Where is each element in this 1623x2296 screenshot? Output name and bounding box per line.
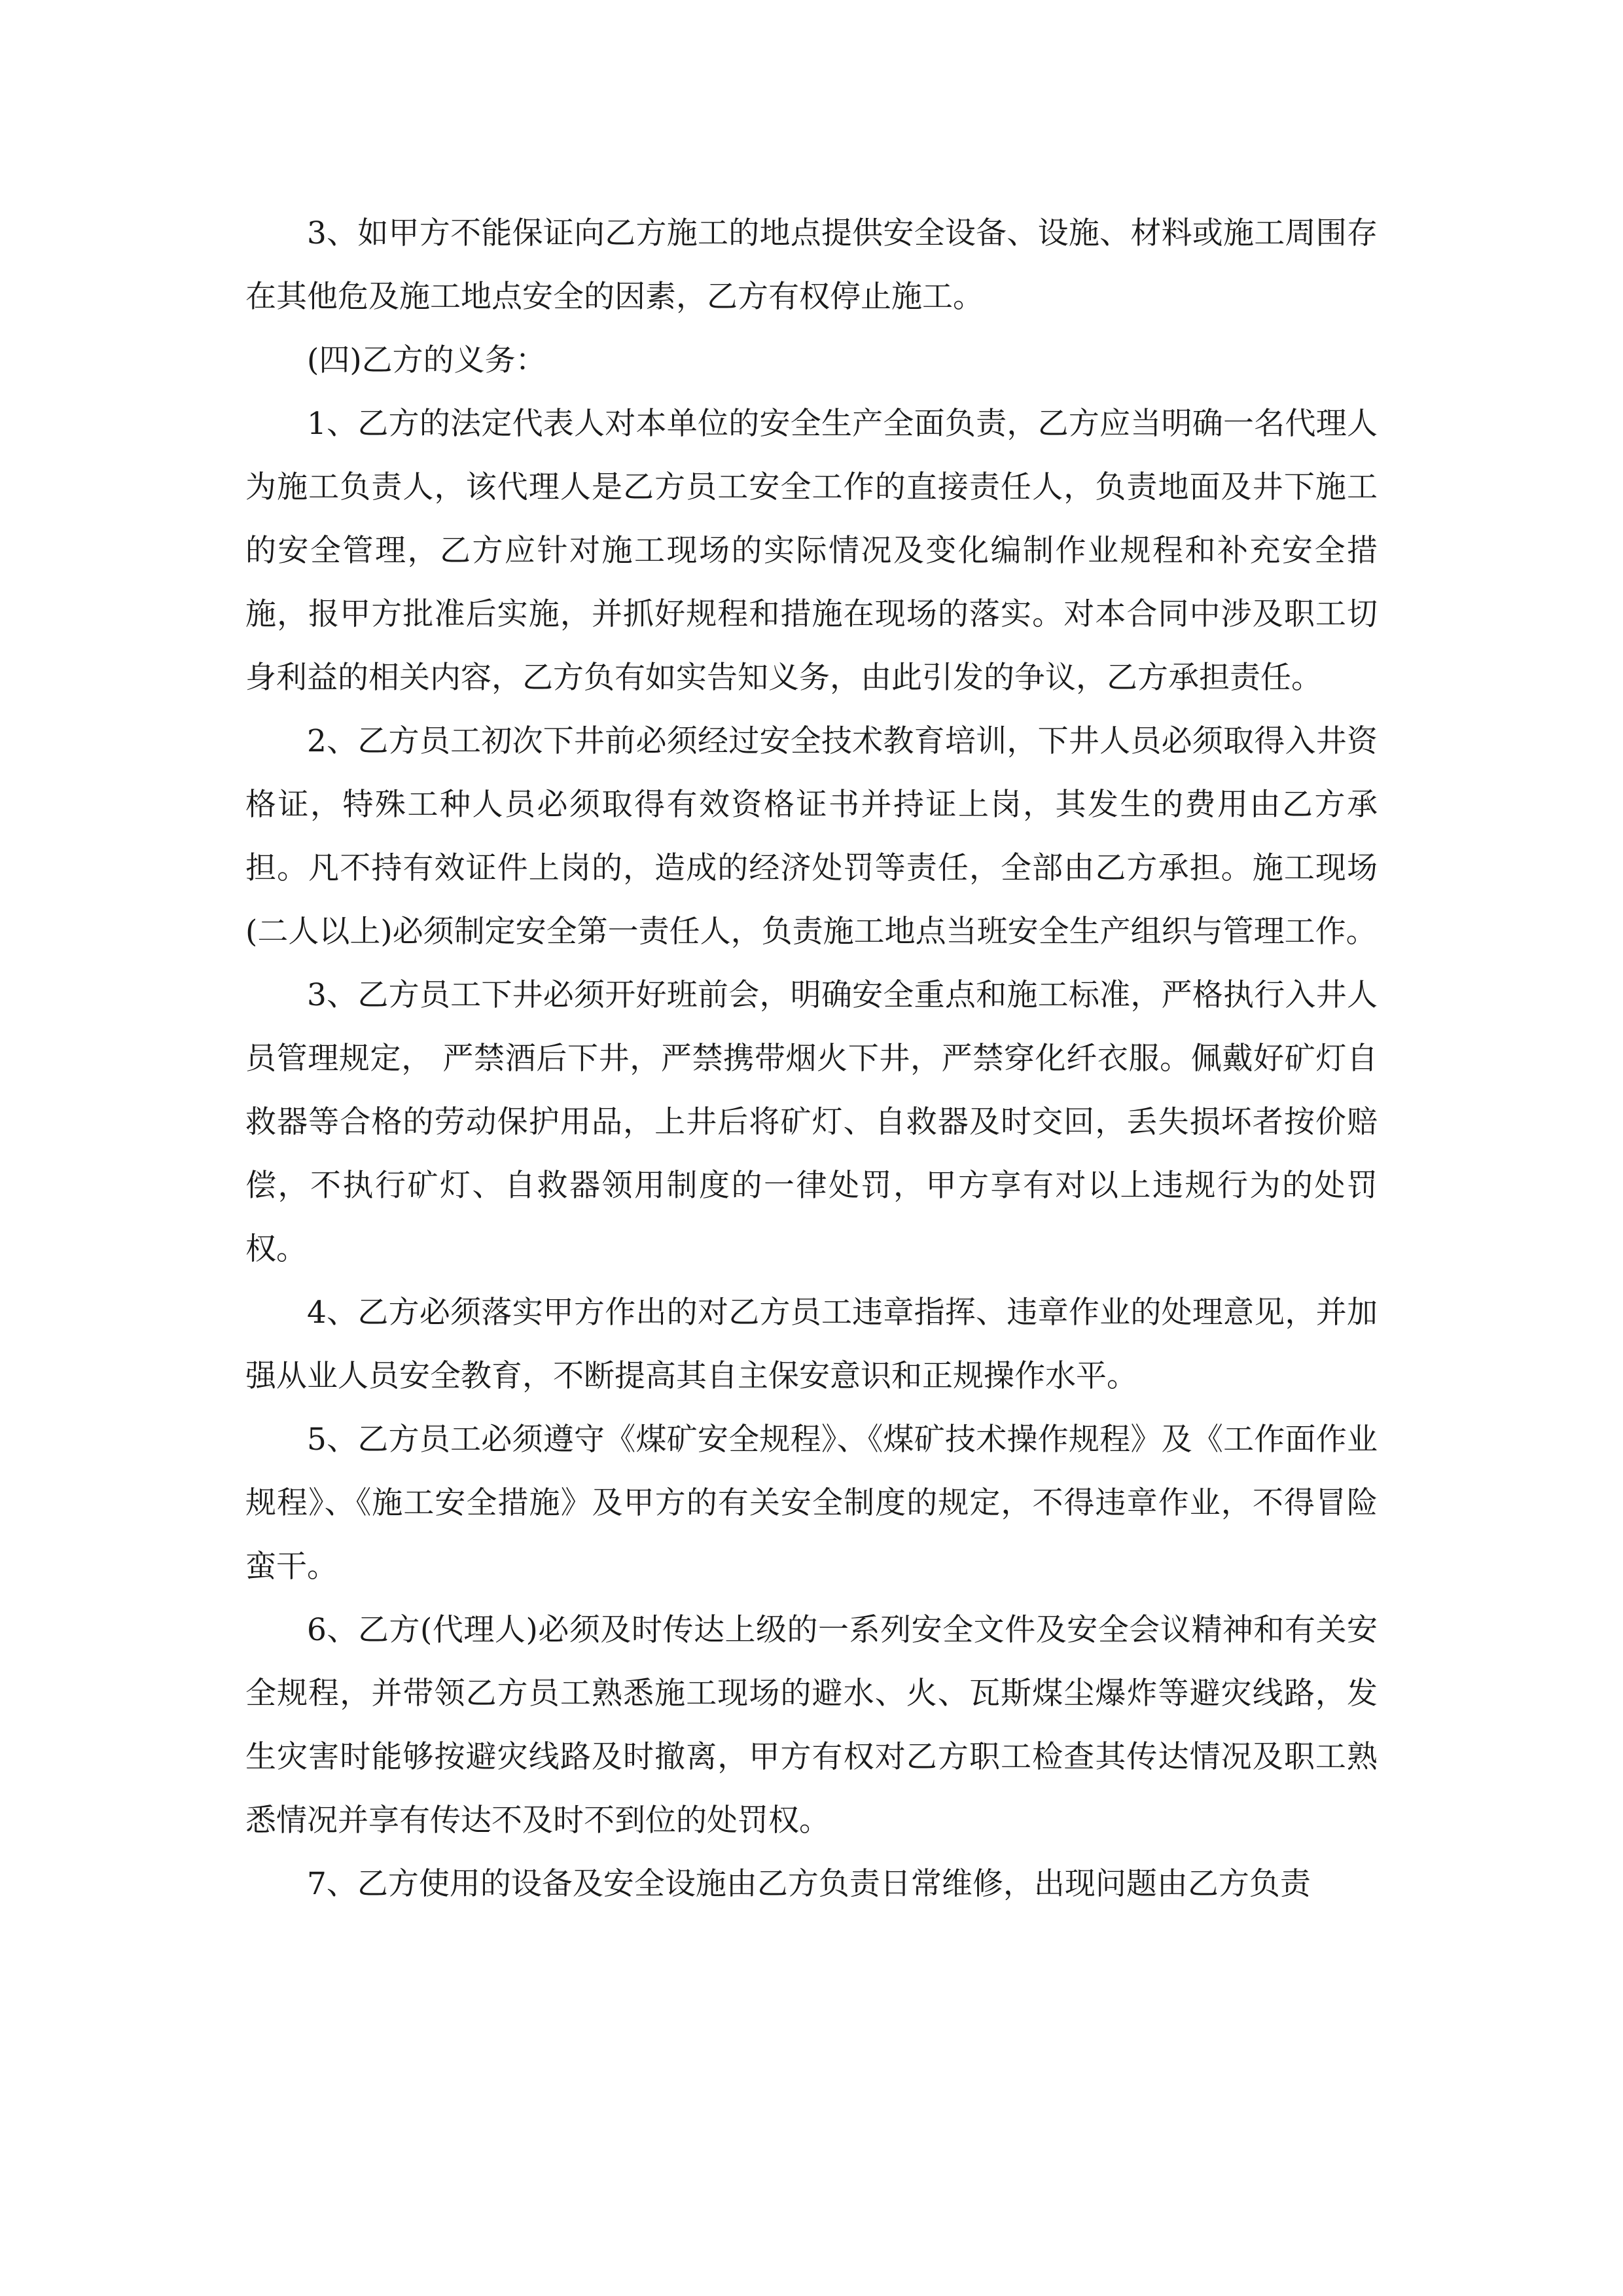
paragraph-obligation-4: 4、乙方必须落实甲方作出的对乙方员工违章指挥、违章作业的处理意见，并加强从业人员安全教育，不断提高其自主保安意识和正规操作水平。 [245,1295,1378,1394]
paragraph-obligation-6: 6、乙方(代理人)必须及时传达上级的一系列安全文件及安全会议精神和有关安全规程，并带领乙方员工熟悉施工现场的避水、火、瓦斯煤尘爆炸等避灾线路，发生灾害时能够按避灾线路及时撤离，甲方有权对乙方职工检查其传达情况及职工熟悉情况并享有传达不及时不到位的处罚权。 [245,1612,1378,1839]
paragraph-obligation-3: 3、乙方员工下井必须开好班前会，明确安全重点和施工标准，严格执行入井人员管理规定， 严禁酒后下井，严禁携带烟火下井，严禁穿化纤衣服。佩戴好矿灯自救器等合格的劳动保护用品，上井后将矿灯、自救器及时交回，丢失损坏者按价赔偿，不执行矿灯、自救器领用制度的一律处罚，甲方享有对以上违规行为的处罚权。 [245,977,1378,1267]
paragraph-obligation-7: 7、乙方使用的设备及安全设施由乙方负责日常维修，出现问题由乙方负责 [307,1866,1311,1902]
paragraph-clause-3-right-to-stop: 3、如甲方不能保证向乙方施工的地点提供安全设备、设施、材料或施工周围存在其他危及施工地点安全的因素，乙方有权停止施工。 [245,215,1378,315]
paragraph-obligation-5: 5、乙方员工必须遵守《煤矿安全规程》、《煤矿技术操作规程》及《工作面作业规程》、《施工安全措施》及甲方的有关安全制度的规定，不得违章作业，不得冒险蛮干。 [245,1422,1378,1585]
paragraph-obligation-1: 1、乙方的法定代表人对本单位的安全生产全面负责，乙方应当明确一名代理人为施工负责人，该代理人是乙方员工安全工作的直接责任人，负责地面及井下施工的安全管理，乙方应针对施工现场的实际情况及变化编制作业规程和补充安全措施，报甲方批准后实施，并抓好规程和措施在现场的落实。对本合同中涉及职工切身利益的相关内容，乙方负有如实告知义务，由此引发的争议，乙方承担责任。 [245,406,1378,696]
document-page [245,202,1378,1916]
section-heading-obligations: (四)乙方的义务： [307,342,546,378]
paragraph-obligation-2: 2、乙方员工初次下井前必须经过安全技术教育培训，下井人员必须取得入井资格证，特殊工种人员必须取得有效资格证书并持证上岗，其发生的费用由乙方承担。凡不持有效证件上岗的，造成的经济处罚等责任，全部由乙方承担。施工现场(二人以上)必须制定安全第一责任人，负责施工地点当班安全生产组织与管理工作。 [245,723,1378,950]
